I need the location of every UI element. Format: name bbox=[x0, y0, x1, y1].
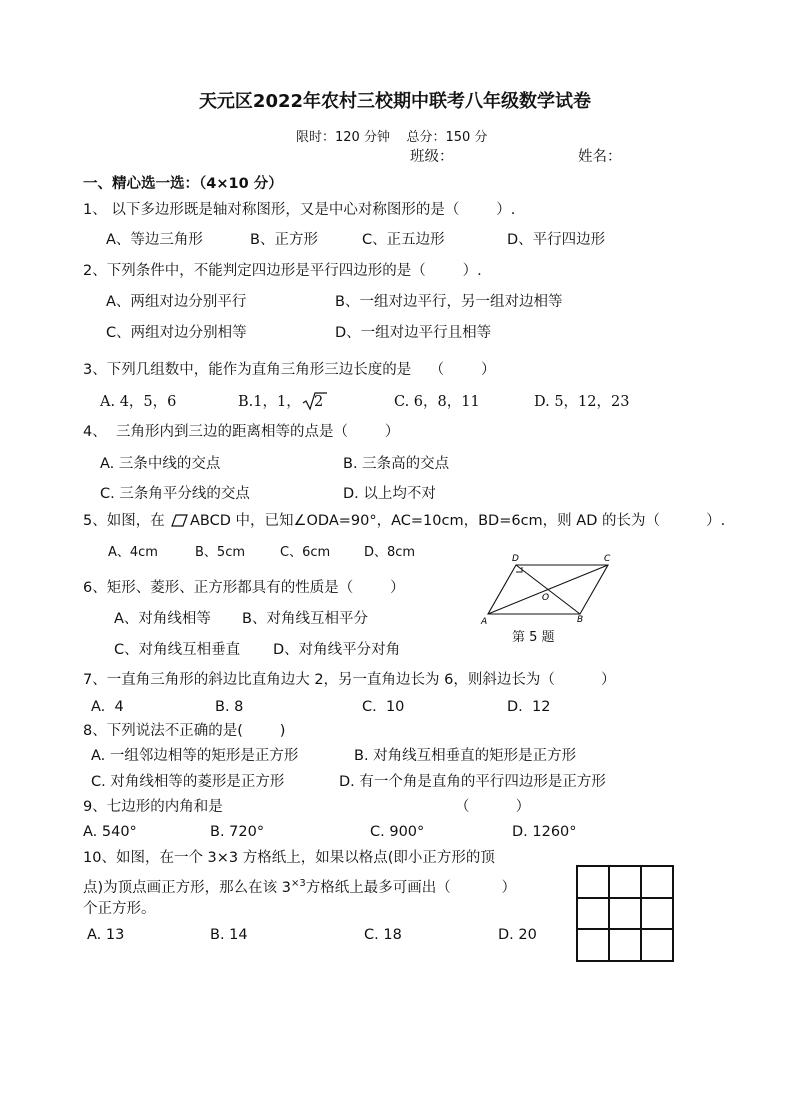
q3-option-d: D. 5，12，23 bbox=[534, 394, 630, 410]
page-title: 天元区2022年农村三校期中联考八年级数学试卷 bbox=[198, 91, 592, 112]
label-b: B bbox=[577, 615, 584, 625]
q3-option-b: B.1，1， bbox=[238, 394, 301, 410]
q3-sqrt-radicand: 2 bbox=[314, 394, 324, 410]
label-d: D bbox=[512, 554, 519, 564]
question-6-stem: 6、矩形、菱形、正方形都具有的性质是（ ） bbox=[83, 580, 405, 596]
question-3-stem: 3、下列几组数中，能作为直角三角形三边长度的是 （ ） bbox=[83, 362, 496, 378]
q2-option-c: C、两组对边分别相等 bbox=[106, 325, 247, 341]
q9-option-b: B. 720° bbox=[210, 824, 265, 840]
label-a: A bbox=[481, 617, 488, 627]
q10-option-c: C. 18 bbox=[364, 927, 402, 943]
q9-option-a: A. 540° bbox=[83, 824, 137, 840]
figure-5-parallelogram bbox=[478, 552, 618, 628]
q4-option-a: A. 三条中线的交点 bbox=[100, 456, 221, 472]
q4-option-b: B. 三条高的交点 bbox=[343, 456, 450, 472]
q4-option-c: C. 三条角平分线的交点 bbox=[100, 486, 250, 502]
q9-answer-blank: （ ） bbox=[455, 799, 531, 815]
q8-option-c: C. 对角线相等的菱形是正方形 bbox=[91, 774, 285, 790]
q9-option-c: C. 900° bbox=[370, 824, 425, 840]
section-heading: 一、精心选一选：（4×10 分） bbox=[83, 176, 283, 192]
class-label: 班级： bbox=[410, 149, 454, 165]
q5-option-c: C、6cm bbox=[280, 545, 331, 560]
diagonal-bd bbox=[516, 565, 580, 614]
label-o: O bbox=[542, 593, 550, 603]
q9-option-d: D. 1260° bbox=[512, 824, 577, 840]
q5-option-d: D、8cm bbox=[364, 545, 416, 560]
q7-option-c: C. 10 bbox=[362, 699, 405, 715]
q3-option-a: A. 4，5，6 bbox=[100, 394, 177, 410]
name-label: 姓名： bbox=[578, 149, 622, 165]
q7-option-d: D. 12 bbox=[507, 699, 551, 715]
q6-option-b: B、对角线互相平分 bbox=[242, 611, 368, 627]
q2-option-a: A、两组对边分别平行 bbox=[106, 294, 247, 310]
question-5-stem-suffix: ABCD 中，已知∠ODA=90°，AC=10cm，BD=6cm，则 AD 的长为（ ）. bbox=[190, 513, 726, 529]
q1-option-b: B、正方形 bbox=[250, 232, 318, 248]
question-10-stem-line2: 点)为顶点画正方形，那么在该 $3^{\times 3}$方格纸上最多可画出（ ） bbox=[83, 878, 516, 896]
label-c: C bbox=[604, 554, 611, 564]
q10-option-d: D. 20 bbox=[498, 927, 537, 943]
figure-5-caption: 第 5 题 bbox=[512, 630, 555, 645]
question-2-stem: 2、下列条件中，不能判定四边形是平行四边形的是（ ）. bbox=[83, 263, 482, 279]
q4-option-d: D. 以上均不对 bbox=[343, 486, 436, 502]
q8-option-d: D. 有一个角是直角的平行四边形是正方形 bbox=[339, 774, 606, 790]
q1-option-d: D、平行四边形 bbox=[507, 232, 606, 248]
q6-option-d: D、对角线平分对角 bbox=[273, 642, 401, 658]
q6-option-a: A、对角线相等 bbox=[114, 611, 211, 627]
q6-option-c: C、对角线互相垂直 bbox=[114, 642, 241, 658]
question-10-stem-line3: 个正方形。 bbox=[83, 901, 156, 917]
q8-option-a: A. 一组邻边相等的矩形是正方形 bbox=[91, 748, 299, 764]
question-7-stem: 7、一直角三角形的斜边比直角边大 2，另一直角边长为 6，则斜边长为（ ） bbox=[83, 672, 616, 688]
q3-option-c: C. 6，8，11 bbox=[394, 394, 480, 410]
question-4-stem: 4、 三角形内到三边的距离相等的点是（ ） bbox=[83, 424, 400, 440]
q10-option-b: B. 14 bbox=[210, 927, 248, 943]
q1-option-c: C、正五边形 bbox=[362, 232, 445, 248]
q8-option-b: B. 对角线互相垂直的矩形是正方形 bbox=[354, 748, 577, 764]
q10-option-a: A. 13 bbox=[87, 927, 125, 943]
question-8-stem: 8、下列说法不正确的是( ) bbox=[83, 723, 286, 739]
parallelogram-symbol-icon bbox=[172, 514, 188, 528]
question-10-stem-line1: 10、如图，在一个 3×3 方格纸上，如果以格点(即小正方形的顶 bbox=[83, 850, 495, 866]
question-5-stem-prefix: 5、如图，在 bbox=[83, 513, 165, 529]
question-1-stem: 1、 以下多边形既是轴对称图形，又是中心对称图形的是（ ）. bbox=[83, 202, 516, 218]
question-9-stem: 9、七边形的内角和是 bbox=[83, 799, 223, 815]
figure-10-grid bbox=[576, 865, 674, 962]
q5-option-b: B、5cm bbox=[195, 545, 246, 560]
q7-option-a: A. 4 bbox=[91, 699, 124, 715]
q2-option-d: D、一组对边平行且相等 bbox=[335, 325, 492, 341]
q7-option-b: B. 8 bbox=[215, 699, 244, 715]
q2-option-b: B、一组对边平行，另一组对边相等 bbox=[335, 294, 563, 310]
q1-option-a: A、等边三角形 bbox=[106, 232, 203, 248]
time-score-limits: 限时：120 分钟 总分：150 分 bbox=[296, 130, 488, 145]
q5-option-a: A、4cm bbox=[108, 545, 158, 560]
